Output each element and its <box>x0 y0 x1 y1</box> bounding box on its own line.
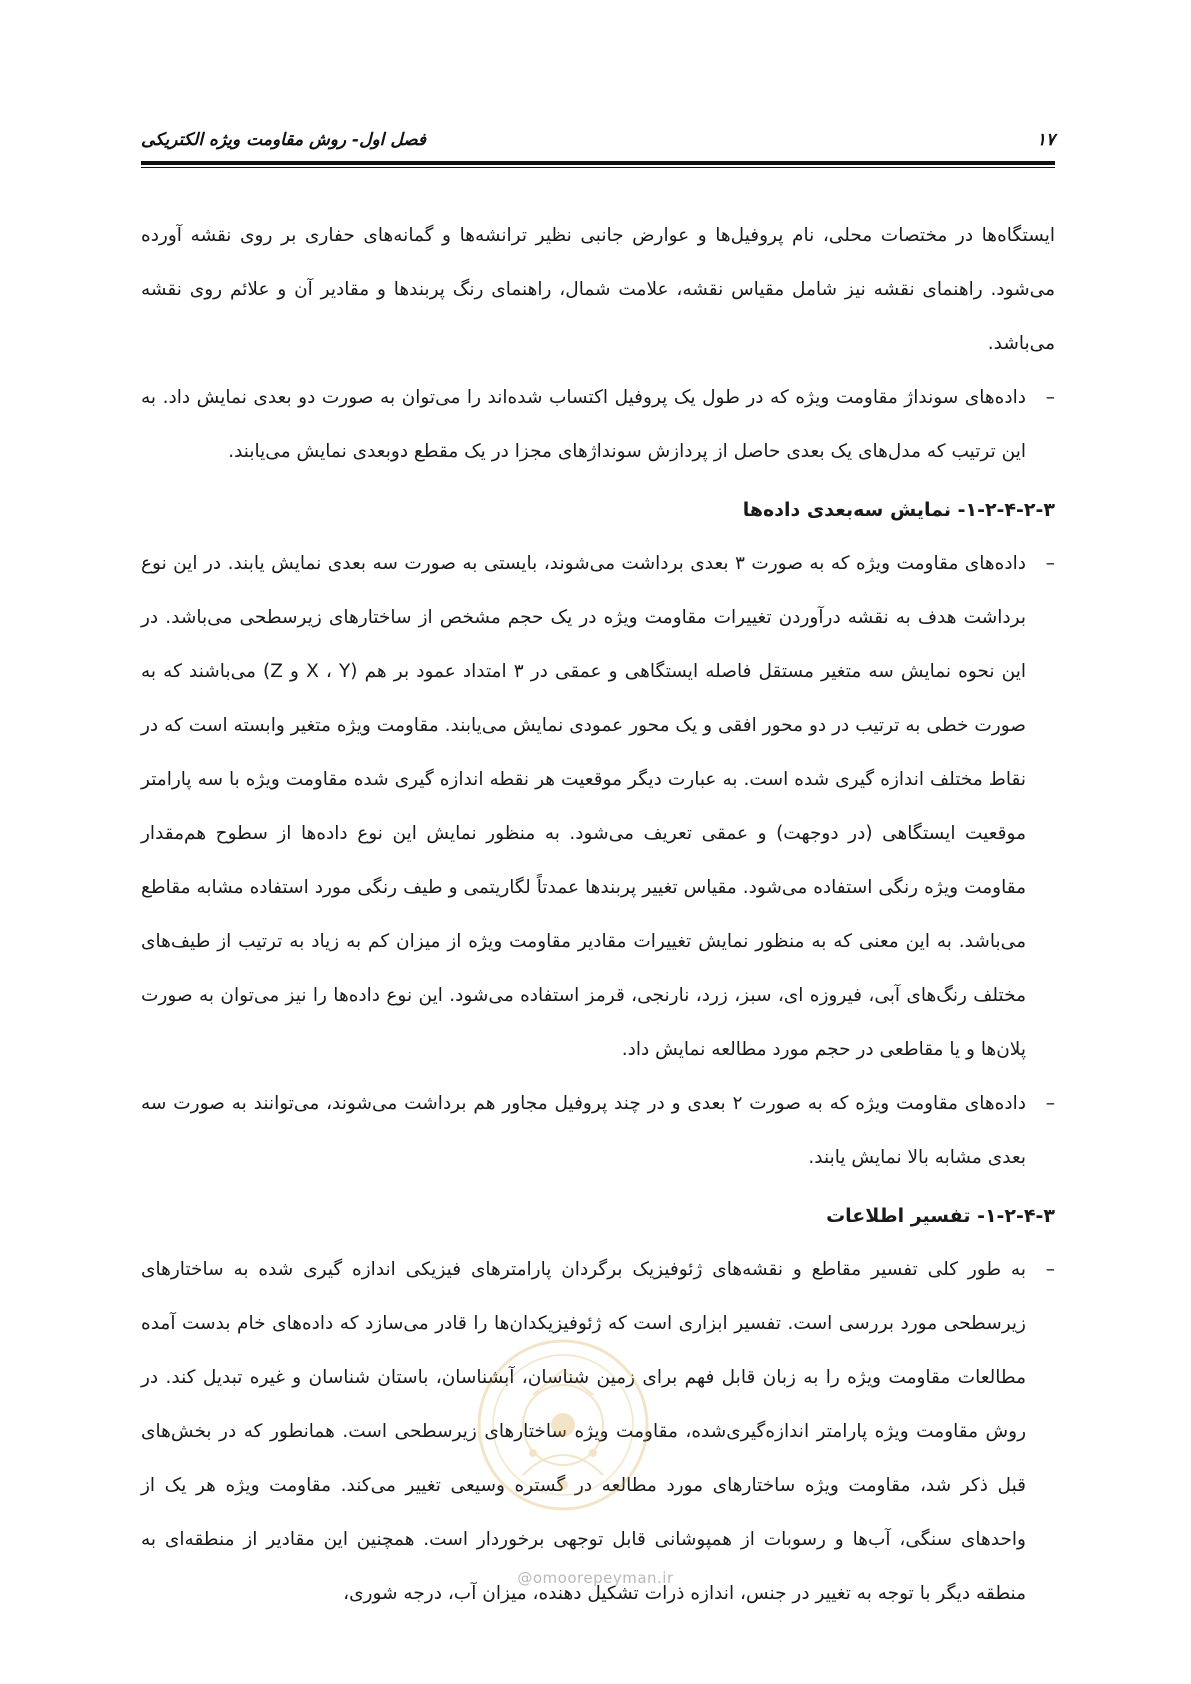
watermark-site: @omoorepeyman.ir <box>517 1569 674 1587</box>
page-number: ۱۷ <box>1036 130 1055 150</box>
intro-paragraph: ایستگاه‌ها در مختصات محلی، نام پروفیل‌ها و عوارض جانبی نظیر ترانشه‌ها و گمانه‌های حفاری بر روی نقشه آورده می‌شود. راهنمای نقشه نیز شامل مقیاس نقشه، علامت شمال، راهنمای رنگ پربندها و مقادیر آن و علائم روی نقشه می‌باشد. <box>141 225 1055 354</box>
list-item-text: داده‌های سونداژ مقاومت ویژه که در طول یک پروفیل اکتساب شده‌اند را می‌توان به صورت دو بعدی نمایش داد. به این ترتیب که مدل‌های یک بعدی حاصل از پردازش سونداژهای مجزا در یک مقطع دوبعدی نمایش می‌یابند. <box>141 387 1026 462</box>
bullet-dash: – <box>1045 1259 1055 1280</box>
running-header <box>141 122 1055 158</box>
page-body <box>141 209 1055 1621</box>
list-item <box>141 1243 1055 1621</box>
list-item-text: داده‌های مقاومت ویژه که به صورت ۲ بعدی و در چند پروفیل مجاور هم برداشت می‌شوند، می‌توانند به صورت سه بعدی مشابه بالا نمایش یابند. <box>141 1093 1026 1168</box>
section-heading-interpretation: ۱-۲-۴-۳- تفسیر اطلاعات <box>826 1205 1055 1227</box>
section-heading-3d-display: ۱-۲-۴-۲-۳- نمایش سه‌بعدی داده‌ها <box>742 499 1055 521</box>
list-item-text: داده‌های مقاومت ویژه که به صورت ۳ بعدی برداشت می‌شوند، بایستی به صورت سه بعدی نمایش یابند. در این نوع برداشت هدف به نقشه درآوردن تغییرات مقاومت ویژه در یک حجم مشخص از ساختارهای زیرسطحی می‌باشد. در این نحوه نمایش سه متغیر مستقل فاصله ایستگاهی و عمقی در ۳ امتداد عمود بر هم (X ، Y و Z) می‌باشند که به صورت خطی به ترتیب در دو محور افقی و یک محور عمودی نمایش می‌یابند. مقاومت ویژه متغیر وابسته است که در نقاط مختلف اندازه گیری شده است. به عبارت دیگر موقعیت هر نقطه اندازه گیری شده مقاومت ویژه با سه پارامتر موقعیت ایستگاهی (در دوجهت) و عمقی تعریف می‌شود. به منظور نمایش این نوع داده‌ها از سطوح هم‌مقدار مقاومت ویژه رنگی استفاده می‌شود. مقیاس تغییر پربندها عمدتاً لگاریتمی و طیف رنگی مورد استفاده مشابه مقاطع می‌باشد. به این معنی که به منظور نمایش تغییرات مقادیر مقاومت ویژه از میزان کم به زیاد به ترتیب از طیف‌های مختلف رنگ‌های آبی، فیروزه ای، سبز، زرد، نارنجی، قرمز استفاده می‌شود. این نوع داده‌ها را نیز می‌توان به صورت پلان‌ها و یا مقاطعی در حجم مورد مطالعه نمایش داد. <box>141 553 1027 1060</box>
list-item <box>141 1077 1055 1185</box>
bullet-dash: – <box>1045 1093 1055 1114</box>
header-rule-thick <box>141 161 1055 165</box>
bullet-dash: – <box>1045 553 1055 574</box>
list-item <box>141 371 1055 479</box>
chapter-title: فصل اول- روش مقاومت ویژه الکتریکی <box>141 130 427 150</box>
list-item-text: به طور کلی تفسیر مقاطع و نقشه‌های ژئوفیزیک برگردان پارامترهای فیزیکی اندازه گیری شده به ساختارهای زیرسطحی مورد بررسی است. تفسیر ابزاری است که ژئوفیزیکدان‌ها را قادر می‌سازد که داده‌های خام بدست آمده مطالعات مقاومت ویژه را به زبان قابل فهم برای زمین شناسان، آبشناسان، باستان شناسان و غیره تبدیل کند. در روش مقاومت ویژه پارامتر اندازه‌گیری‌شده، مقاومت ویژه ساختارهای زیرسطحی است. همانطور که در بخش‌های قبل ذکر شد، مقاومت ویژه ساختارهای مورد مطالعه در گستره وسیعی تغییر می‌کند. مقاومت ویژه هر یک از واحدهای سنگی، آب‌ها و رسوبات از همپوشانی قابل توجهی برخوردار است. همچنین این مقادیر از منطقه‌ای به منطقه دیگر با توجه به تغییر در جنس، اندازه ذرات تشکیل دهنده، میزان آب، درجه شوری، <box>141 1259 1026 1604</box>
list-item <box>141 537 1055 1077</box>
header-rule-thin <box>141 167 1055 168</box>
bullet-dash: – <box>1045 387 1055 408</box>
